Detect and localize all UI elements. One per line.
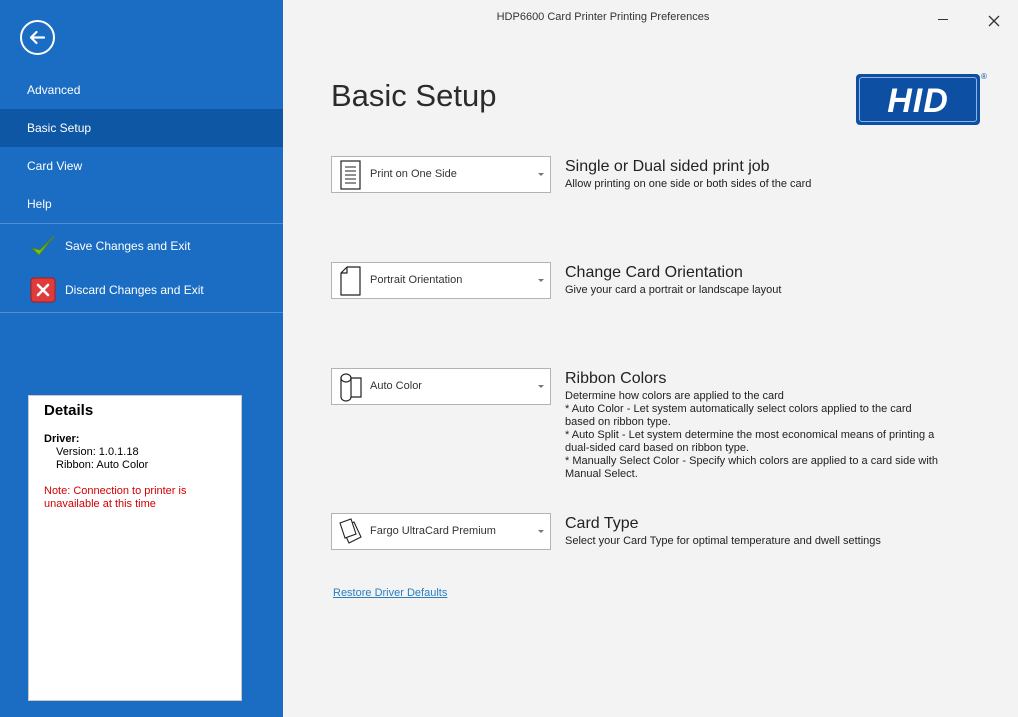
sidebar-item-help[interactable]: Help	[27, 197, 52, 211]
hid-logo-text	[856, 74, 980, 125]
print-sides-value: Print on One Side	[370, 168, 457, 180]
save-changes-button[interactable]	[0, 226, 283, 266]
card-type-dropdown[interactable]	[331, 513, 551, 550]
ribbon-roll-icon	[337, 372, 365, 402]
details-title: Details	[44, 402, 94, 419]
cards-stack-icon	[337, 517, 365, 547]
orientation-value: Portrait Orientation	[370, 274, 463, 286]
page-title: Basic Setup	[331, 78, 497, 113]
registered-mark: ®	[981, 72, 987, 81]
discard-changes-label: Discard Changes and Exit	[65, 283, 204, 297]
hid-logo	[856, 72, 987, 125]
svg-text:HID: HID	[887, 82, 949, 120]
ribbon-colors-desc: Determine how colors are applied to the card * Auto Color - Let system automatically select colors applied to the card based on ribbon type. * Auto Split - Let system determine the most economical means of printing a dual-sided card based on ribbon type. * Manually Select Color - Specify which colors are applied to a card side with Manual Select.	[565, 390, 938, 480]
print-sides-dropdown[interactable]	[331, 156, 551, 193]
close-icon[interactable]	[987, 14, 1001, 28]
portrait-page-icon	[337, 266, 365, 296]
ribbon-colors-dropdown[interactable]	[331, 368, 551, 405]
orientation-dropdown[interactable]	[331, 262, 551, 299]
ribbon-colors-title: Ribbon Colors	[565, 370, 667, 387]
chevron-down-icon	[538, 385, 544, 388]
card-type-title: Card Type	[565, 515, 639, 532]
restore-defaults-link[interactable]: Restore Driver Defaults	[333, 587, 448, 599]
ribbon-colors-value: Auto Color	[370, 380, 422, 392]
sidebar-item-basic-setup[interactable]: Basic Setup	[0, 109, 283, 147]
details-panel	[28, 395, 242, 701]
chevron-down-icon	[538, 173, 544, 176]
minimize-button[interactable]	[938, 19, 948, 20]
chevron-down-icon	[538, 530, 544, 533]
window-title: HDP6600 Card Printer Printing Preferences	[496, 11, 710, 23]
sidebar-divider	[0, 312, 283, 313]
card-type-value: Fargo UltraCard Premium	[370, 525, 496, 537]
card-type-desc: Select your Card Type for optimal temperature and dwell settings	[565, 535, 881, 547]
print-sides-desc: Allow printing on one side or both sides of the card	[565, 178, 812, 190]
chevron-down-icon	[538, 279, 544, 282]
orientation-desc: Give your card a portrait or landscape layout	[565, 284, 782, 296]
orientation-title: Change Card Orientation	[565, 264, 743, 281]
discard-changes-button[interactable]	[0, 270, 283, 310]
main-content	[283, 0, 1018, 717]
driver-label: Driver:	[44, 433, 80, 445]
sidebar-item-advanced[interactable]: Advanced	[27, 83, 81, 97]
sidebar	[0, 0, 283, 717]
driver-version: Version: 1.0.1.18	[56, 446, 139, 458]
print-sides-title: Single or Dual sided print job	[565, 158, 770, 175]
save-changes-label: Save Changes and Exit	[65, 239, 191, 253]
document-lines-icon	[337, 160, 365, 190]
connection-note: Note: Connection to printer is unavailable at this time	[44, 485, 187, 510]
sidebar-divider	[0, 223, 283, 224]
red-x-icon	[30, 277, 56, 303]
checkmark-icon	[30, 233, 56, 259]
sidebar-item-card-view[interactable]: Card View	[27, 159, 83, 173]
driver-ribbon: Ribbon: Auto Color	[56, 459, 149, 471]
back-arrow-icon	[28, 28, 47, 47]
back-button[interactable]	[20, 20, 55, 55]
